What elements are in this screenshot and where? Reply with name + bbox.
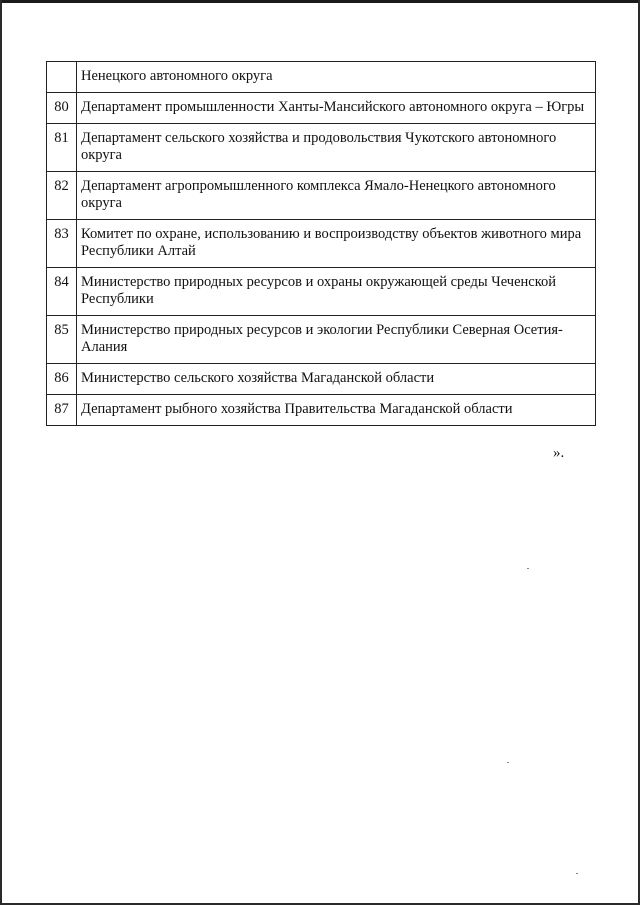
scan-speck: [576, 873, 578, 874]
row-number: 81: [47, 124, 77, 172]
row-number: 84: [47, 268, 77, 316]
table-row: [47, 172, 596, 220]
agency-table: [46, 61, 596, 426]
table-row: [47, 93, 596, 124]
row-number: 80: [47, 93, 77, 124]
scan-speck: [507, 762, 509, 763]
table-row: [47, 62, 596, 93]
row-text: Департамент сельского хозяйства и продовольствия Чукотского автономного округа: [77, 124, 596, 172]
closing-quote-mark: ».: [553, 445, 565, 461]
scan-edge-left: [0, 0, 2, 905]
row-text: Комитет по охране, использованию и воспроизводству объектов животного мира Республики Алтай: [77, 220, 596, 268]
row-text: Министерство природных ресурсов и экологии Республики Северная Осетия-Алания: [77, 316, 596, 364]
row-number: 85: [47, 316, 77, 364]
table-row: [47, 316, 596, 364]
table-row: [47, 364, 596, 395]
row-text: Ненецкого автономного округа: [77, 62, 596, 93]
row-number: 83: [47, 220, 77, 268]
row-number: 82: [47, 172, 77, 220]
table-row: [47, 395, 596, 426]
table-row: [47, 124, 596, 172]
row-number: 87: [47, 395, 77, 426]
row-text: Министерство природных ресурсов и охраны окружающей среды Чеченской Республики: [77, 268, 596, 316]
scan-speck: [527, 568, 529, 569]
table-row: [47, 220, 596, 268]
row-text: Департамент агропромышленного комплекса Ямало-Ненецкого автономного округа: [77, 172, 596, 220]
scan-edge-top: [0, 0, 640, 3]
row-text: Министерство сельского хозяйства Магаданской области: [77, 364, 596, 395]
row-text: Департамент рыбного хозяйства Правительства Магаданской области: [77, 395, 596, 426]
row-number: 86: [47, 364, 77, 395]
row-text: Департамент промышленности Ханты-Мансийского автономного округа – Югры: [77, 93, 596, 124]
row-number: [47, 62, 77, 93]
table-row: [47, 268, 596, 316]
